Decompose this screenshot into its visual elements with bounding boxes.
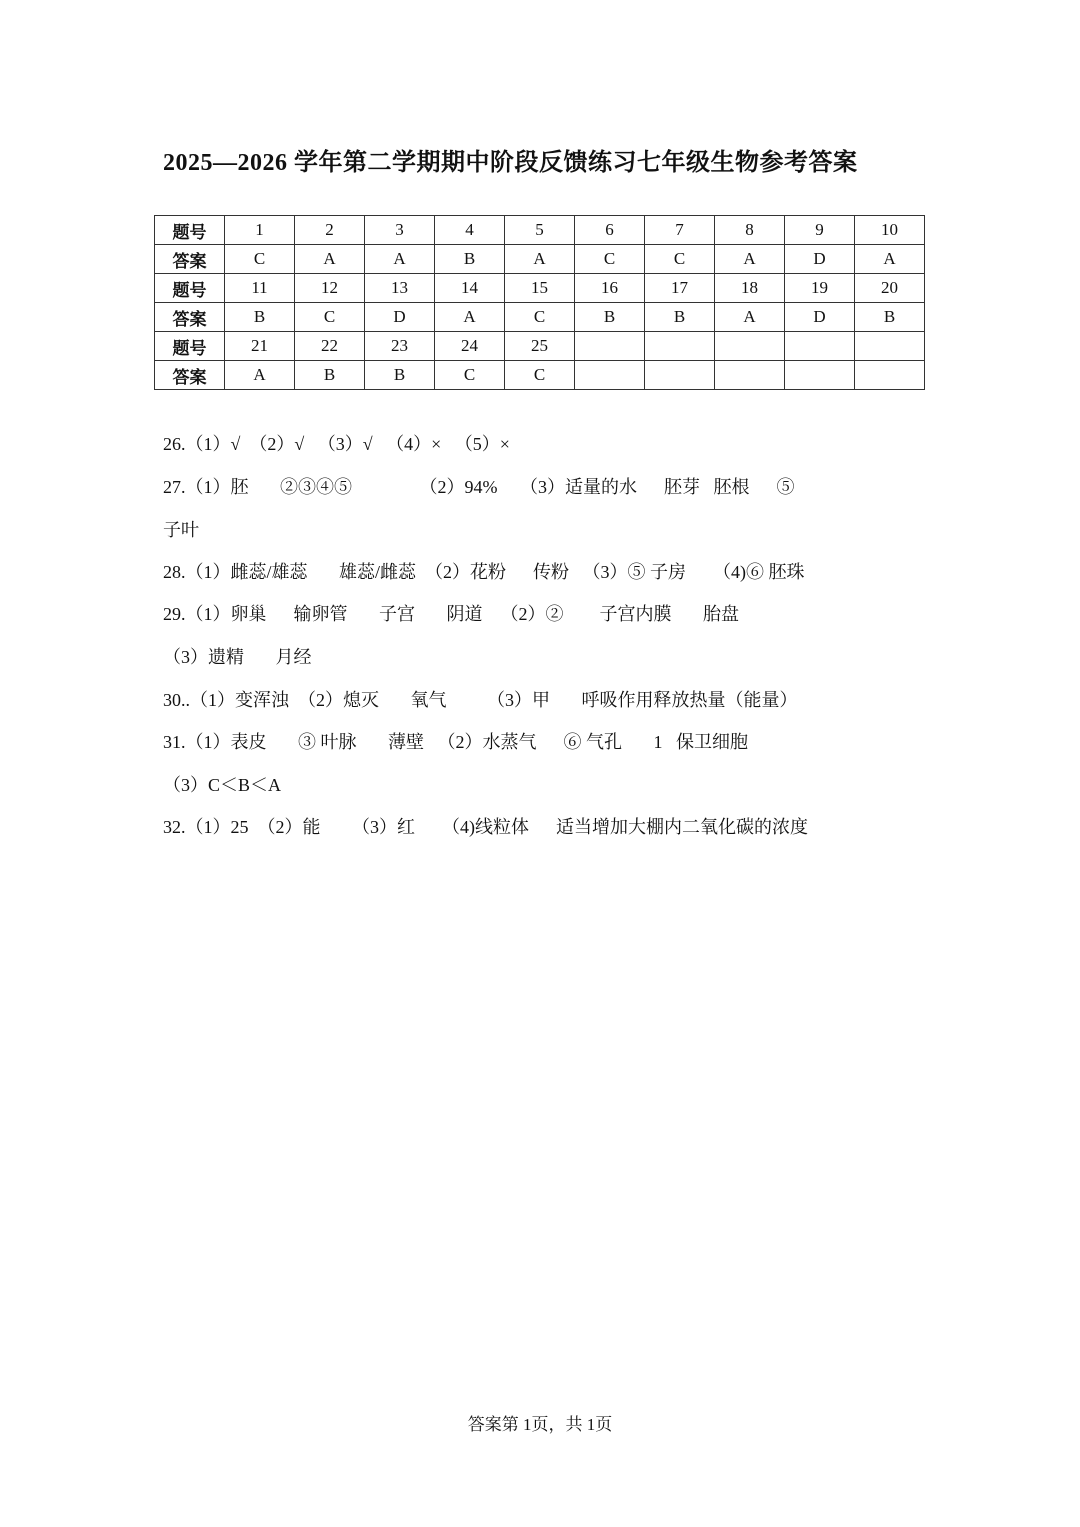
- table-cell: 25: [505, 332, 575, 361]
- answer-line: （3）遗精 月经: [163, 647, 312, 667]
- table-cell: 6: [575, 216, 645, 245]
- table-cell: [645, 361, 715, 390]
- table-cell: C: [435, 361, 505, 390]
- table-cell: C: [505, 361, 575, 390]
- row-label: 答案: [155, 361, 225, 390]
- table-cell: [575, 332, 645, 361]
- table-cell: 24: [435, 332, 505, 361]
- answer-line: 32.（1）25 （2）能 （3）红 （4)线粒体 适当增加大棚内二氧化碳的浓度: [163, 817, 808, 837]
- table-cell: D: [365, 303, 435, 332]
- table-cell: 20: [855, 274, 925, 303]
- table-cell: A: [855, 245, 925, 274]
- table-cell: 3: [365, 216, 435, 245]
- row-label: 答案: [155, 245, 225, 274]
- table-row: [155, 361, 925, 390]
- table-cell: [855, 361, 925, 390]
- table-cell: C: [505, 303, 575, 332]
- answer-line: （3）C＜B＜A: [163, 775, 282, 795]
- answer-line: 28.（1）雌蕊/雄蕊 雄蕊/雌蕊 （2）花粉 传粉 （3）⑤ 子房 （4)⑥ 胚珠: [163, 562, 805, 582]
- row-label: 题号: [155, 274, 225, 303]
- table-cell: 18: [715, 274, 785, 303]
- table-cell: 13: [365, 274, 435, 303]
- table-cell: A: [365, 245, 435, 274]
- table-cell: A: [505, 245, 575, 274]
- table-cell: 15: [505, 274, 575, 303]
- table-cell: B: [855, 303, 925, 332]
- answer-line: 31.（1）表皮 ③ 叶脉 薄壁 （2）水蒸气 ⑥ 气孔 1 保卫细胞: [163, 732, 748, 752]
- table-cell: A: [715, 245, 785, 274]
- table-cell: B: [645, 303, 715, 332]
- page-footer: 答案第 1页，共 1页: [467, 1415, 613, 1434]
- table-cell: 21: [225, 332, 295, 361]
- table-cell: 8: [715, 216, 785, 245]
- table-cell: 17: [645, 274, 715, 303]
- table-cell: A: [435, 303, 505, 332]
- answer-line: 29.（1）卵巢 输卵管 子宫 阴道 （2）② 子宫内膜 胎盘: [163, 604, 739, 624]
- row-label: 答案: [155, 303, 225, 332]
- answer-line: 26.（1）√ （2）√ （3）√ （4）× （5）×: [163, 434, 510, 454]
- table-cell: 10: [855, 216, 925, 245]
- table-cell: A: [715, 303, 785, 332]
- table-cell: [715, 332, 785, 361]
- table-cell: 23: [365, 332, 435, 361]
- table-cell: 19: [785, 274, 855, 303]
- table-cell: B: [295, 361, 365, 390]
- table-cell: 16: [575, 274, 645, 303]
- table-cell: B: [435, 245, 505, 274]
- table-cell: D: [785, 245, 855, 274]
- table-row: [155, 245, 925, 274]
- answer-table: [154, 215, 925, 390]
- row-label: 题号: [155, 332, 225, 361]
- table-cell: 2: [295, 216, 365, 245]
- table-cell: 5: [505, 216, 575, 245]
- table-row: [155, 332, 925, 361]
- table-cell: C: [295, 303, 365, 332]
- table-cell: 12: [295, 274, 365, 303]
- table-cell: 14: [435, 274, 505, 303]
- table-cell: [645, 332, 715, 361]
- table-row: [155, 303, 925, 332]
- table-cell: C: [225, 245, 295, 274]
- answer-line: 30..（1）变浑浊 （2）熄灭 氧气 （3）甲 呼吸作用释放热量（能量）: [163, 690, 798, 710]
- table-row: [155, 216, 925, 245]
- table-cell: A: [225, 361, 295, 390]
- table-cell: D: [785, 303, 855, 332]
- table-cell: B: [365, 361, 435, 390]
- table-cell: 11: [225, 274, 295, 303]
- table-cell: C: [575, 245, 645, 274]
- page-title: 2025—2026 学年第二学期期中阶段反馈练习七年级生物参考答案: [163, 150, 858, 176]
- table-cell: 9: [785, 216, 855, 245]
- table-cell: 7: [645, 216, 715, 245]
- answer-line: 子叶: [163, 520, 199, 540]
- table-cell: B: [225, 303, 295, 332]
- table-cell: B: [575, 303, 645, 332]
- table-cell: C: [645, 245, 715, 274]
- table-cell: A: [295, 245, 365, 274]
- table-cell: 1: [225, 216, 295, 245]
- row-label: 题号: [155, 216, 225, 245]
- table-cell: [855, 332, 925, 361]
- answer-line: 27.（1）胚 ②③④⑤ （2）94% （3）适量的水 胚芽 胚根 ⑤: [163, 477, 795, 497]
- table-cell: [785, 361, 855, 390]
- table-cell: 22: [295, 332, 365, 361]
- table-cell: [785, 332, 855, 361]
- table-cell: [715, 361, 785, 390]
- table-cell: [575, 361, 645, 390]
- table-row: [155, 274, 925, 303]
- table-cell: 4: [435, 216, 505, 245]
